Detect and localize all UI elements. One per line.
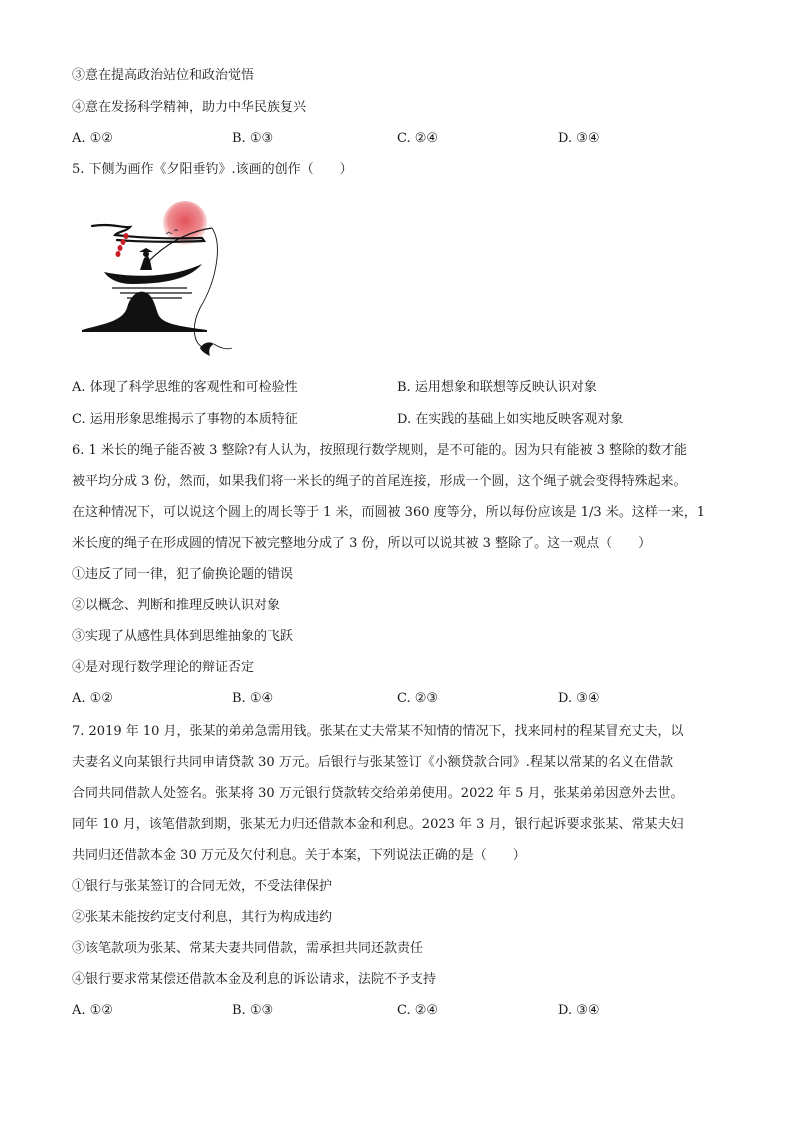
q5-options-row-2: [72, 411, 732, 429]
q6-stem-line-2: 被平均分成 3 份，然而，如果我们将一米长的绳子的首尾连接，形成一个圆，这个绳子就会变得特殊起来。: [72, 474, 687, 489]
q7-options: [72, 1002, 732, 1020]
q4-item-3: ③意在提高政治站位和政治觉悟: [72, 68, 255, 83]
q6-stem-line-4: 米长度的绳子在形成圆的情况下被完整地分成了 3 份，所以可以说其被 3 整除了。这一观点（ ）: [72, 536, 652, 551]
q7-option-d[interactable]: D. ③④: [558, 1003, 600, 1018]
q6-option-c[interactable]: C. ②③: [397, 691, 439, 706]
q4-options: [72, 130, 732, 148]
q7-item-4: ④银行要求常某偿还借款本金及利息的诉讼请求，法院不予支持: [72, 972, 437, 987]
q4-option-b[interactable]: B. ①③: [232, 131, 274, 146]
q7-stem-line-3: 合同共同借款人处签名。张某将 30 万元银行贷款转交给弟弟使用。2022 年 5 月，张某弟弟因意外去世。: [72, 786, 684, 801]
boat-shape: [104, 264, 202, 284]
q6-item-3: ③实现了从感性具体到思维抽象的飞跃: [72, 629, 294, 644]
q6-options: [72, 690, 732, 708]
fish-shape: [200, 342, 214, 356]
q7-stem-line-1: 7. 2019 年 10 月，张某的弟弟急需用钱。张某在丈夫常某不知情的情况下，找来同村的程某冒充丈夫，以: [72, 724, 684, 739]
q7-item-1: ①银行与张某签订的合同无效，不受法律保护: [72, 879, 333, 894]
q6-option-d[interactable]: D. ③④: [558, 691, 600, 706]
q6-item-2: ②以概念、判断和推理反映认识对象: [72, 598, 281, 613]
q7-stem-line-2: 夫妻名义向某银行共同申请贷款 30 万元。后银行与张某签订《小额贷款合同》.程某以常某的名义在借款: [72, 755, 673, 770]
q7-stem-line-5: 共同归还借款本金 30 万元及欠付利息。关于本案，下列说法正确的是（ ）: [72, 848, 526, 863]
q6-stem-line-1: 6. 1 米长的绳子能否被 3 整除?有人认为，按照现行数学规则，是不可能的。因为只有能被 3 整除的数才能: [72, 443, 687, 458]
q4-option-c[interactable]: C. ②④: [397, 131, 439, 146]
q5-option-b[interactable]: B. 运用想象和联想等反映认识对象: [397, 380, 597, 395]
painting-sunset-fishing: [82, 198, 242, 363]
q7-item-2: ②张某未能按约定支付利息，其行为构成违约: [72, 910, 333, 925]
q7-option-c[interactable]: C. ②④: [397, 1003, 439, 1018]
q6-item-1: ①违反了同一律，犯了偷换论题的错误: [72, 567, 294, 582]
q6-option-a[interactable]: A. ①②: [72, 691, 113, 706]
q7-option-a[interactable]: A. ①②: [72, 1003, 113, 1018]
q4-option-d[interactable]: D. ③④: [558, 131, 600, 146]
q5-stem: 5. 下侧为画作《夕阳垂钓》.该画的创作（ ）: [72, 162, 353, 177]
q5-option-d[interactable]: D. 在实践的基础上如实地反映客观对象: [397, 412, 624, 427]
q4-item-4: ④意在发扬科学精神，助力中华民族复兴: [72, 100, 307, 115]
q5-option-a[interactable]: A. 体现了科学思维的客观性和可检验性: [72, 380, 298, 395]
fisherman-shape: [140, 256, 152, 270]
q5-options-row-1: [72, 379, 732, 397]
water-lines: [112, 288, 192, 298]
q4-option-a[interactable]: A. ①②: [72, 131, 113, 146]
q5-option-c[interactable]: C. 运用形象思维揭示了事物的本质特征: [72, 412, 298, 427]
rock-island-shape: [82, 292, 207, 332]
q7-stem-line-4: 同年 10 月，该笔借款到期，张某无力归还借款本金和利息。2023 年 3 月，银行起诉要求张某、常某夫妇: [72, 817, 684, 832]
q7-option-b[interactable]: B. ①③: [232, 1003, 274, 1018]
q6-stem-line-3: 在这种情况下，可以说这个圆上的周长等于 1 米，而圆被 360 度等分，所以每份应该是 1/3 米。这样一来，1: [72, 505, 706, 520]
q6-item-4: ④是对现行数学理论的辩证否定: [72, 660, 255, 675]
q6-option-b[interactable]: B. ①④: [232, 691, 274, 706]
q7-item-3: ③该笔款项为张某、常某夫妻共同借款，需承担共同还款责任: [72, 941, 424, 956]
